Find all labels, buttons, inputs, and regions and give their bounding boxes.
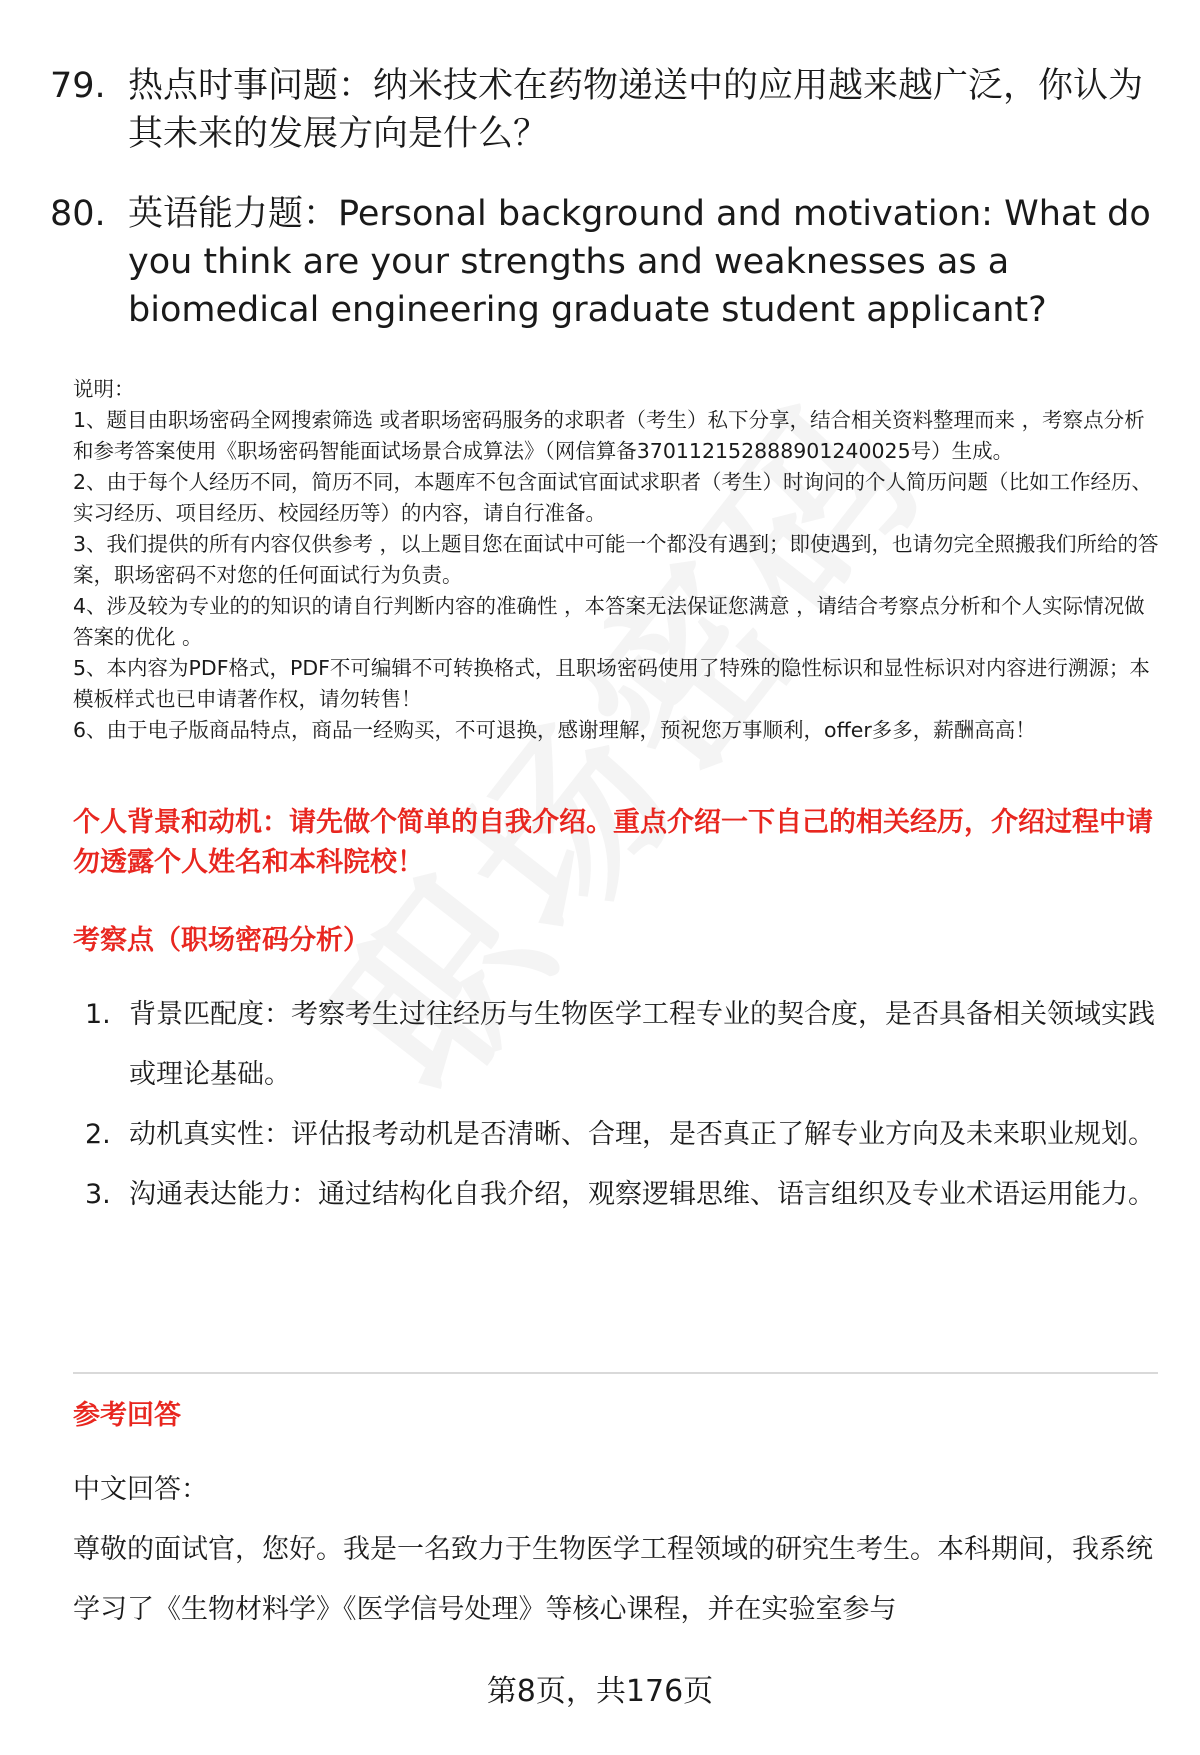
exam-points-list [73, 985, 1163, 1225]
question-text: 热点时事问题：纳米技术在药物递送中的应用越来越广泛，你认为其未来的发展方向是什么？ [128, 66, 1144, 154]
note-item: 2、由于每个人经历不同，简历不同，本题库不包含面试官面试求职者（考生）时询问的个人简历问题（比如工作经历、实习经历、项目经历、校园经历等）的内容，请自行准备。 [73, 470, 1153, 525]
divider [73, 1372, 1158, 1374]
question-80 [50, 190, 1160, 334]
exam-point-item [73, 1165, 1163, 1225]
note-item: 3、我们提供的所有内容仅供参考 ，以上题目您在面试中可能一个都没有遇到；即使遇到，也请勿完全照搬我们所给的答案，职场密码不对您的任何面试行为负责。 [73, 532, 1159, 587]
exam-point-text: 背景匹配度：考察考生过往经历与生物医学工程专业的契合度，是否具备相关领域实践或理论基础。 [129, 999, 1155, 1090]
page-footer: 第8页，共176页 [486, 1674, 714, 1709]
featured-question: 个人背景和动机：请先做个简单的自我介绍。重点介绍一下自己的相关经历，介绍过程中请勿透露个人姓名和本科院校！ [73, 807, 1153, 878]
notes-title: 说明： [73, 377, 135, 401]
exam-points-title: 考察点（职场密码分析） [73, 925, 370, 956]
note-item: 1、题目由职场密码全网搜索筛选 或者职场密码服务的求职者（考生）私下分享，结合相关资料整理而来 ，考察点分析和参考答案使用《职场密码智能面试场景合成算法》（网信算备370112152888901240025号）生成。 [73, 408, 1145, 463]
notes-section [73, 374, 1163, 746]
exam-point-item [73, 1105, 1163, 1165]
question-number: 80. [50, 194, 106, 234]
question-79 [50, 62, 1160, 158]
answer-text: 尊敬的面试官，您好。我是一名致力于生物医学工程领域的研究生考生。本科期间，我系统学习了《生物材料学》《医学信号处理》等核心课程，并在实验室参与 [73, 1534, 1153, 1625]
exam-point-text: 沟通表达能力：通过结构化自我介绍，观察逻辑思维、语言组织及专业术语运用能力。 [129, 1179, 1155, 1210]
question-number: 79. [50, 66, 106, 106]
exam-point-item [73, 985, 1163, 1105]
exam-point-number: 3. [85, 1179, 111, 1210]
exam-point-number: 2. [85, 1119, 111, 1150]
exam-point-number: 1. [85, 999, 111, 1030]
answer-label: 中文回答： [73, 1474, 208, 1505]
note-item: 5、本内容为PDF格式，PDF不可编辑不可转换格式，且职场密码使用了特殊的隐性标识和显性标识对内容进行溯源；本模板样式也已申请著作权，请勿转售！ [73, 656, 1150, 711]
question-text: 英语能力题：Personal background and motivation: What do you think are your strengths and weaknesses as a biomedical engineering graduate student applicant? [128, 194, 1151, 330]
note-item: 6、由于电子版商品特点，商品一经购买，不可退换，感谢理解，预祝您万事顺利，offer多多，薪酬高高！ [73, 718, 1036, 742]
reference-answer [73, 1460, 1163, 1640]
reference-title: 参考回答 [73, 1400, 181, 1431]
exam-point-text: 动机真实性：评估报考动机是否清晰、合理，是否真正了解专业方向及未来职业规划。 [129, 1119, 1155, 1150]
note-item: 4、涉及较为专业的的知识的请自行判断内容的准确性 ，本答案无法保证您满意 ，请结合考察点分析和个人实际情况做答案的优化 。 [73, 594, 1145, 649]
